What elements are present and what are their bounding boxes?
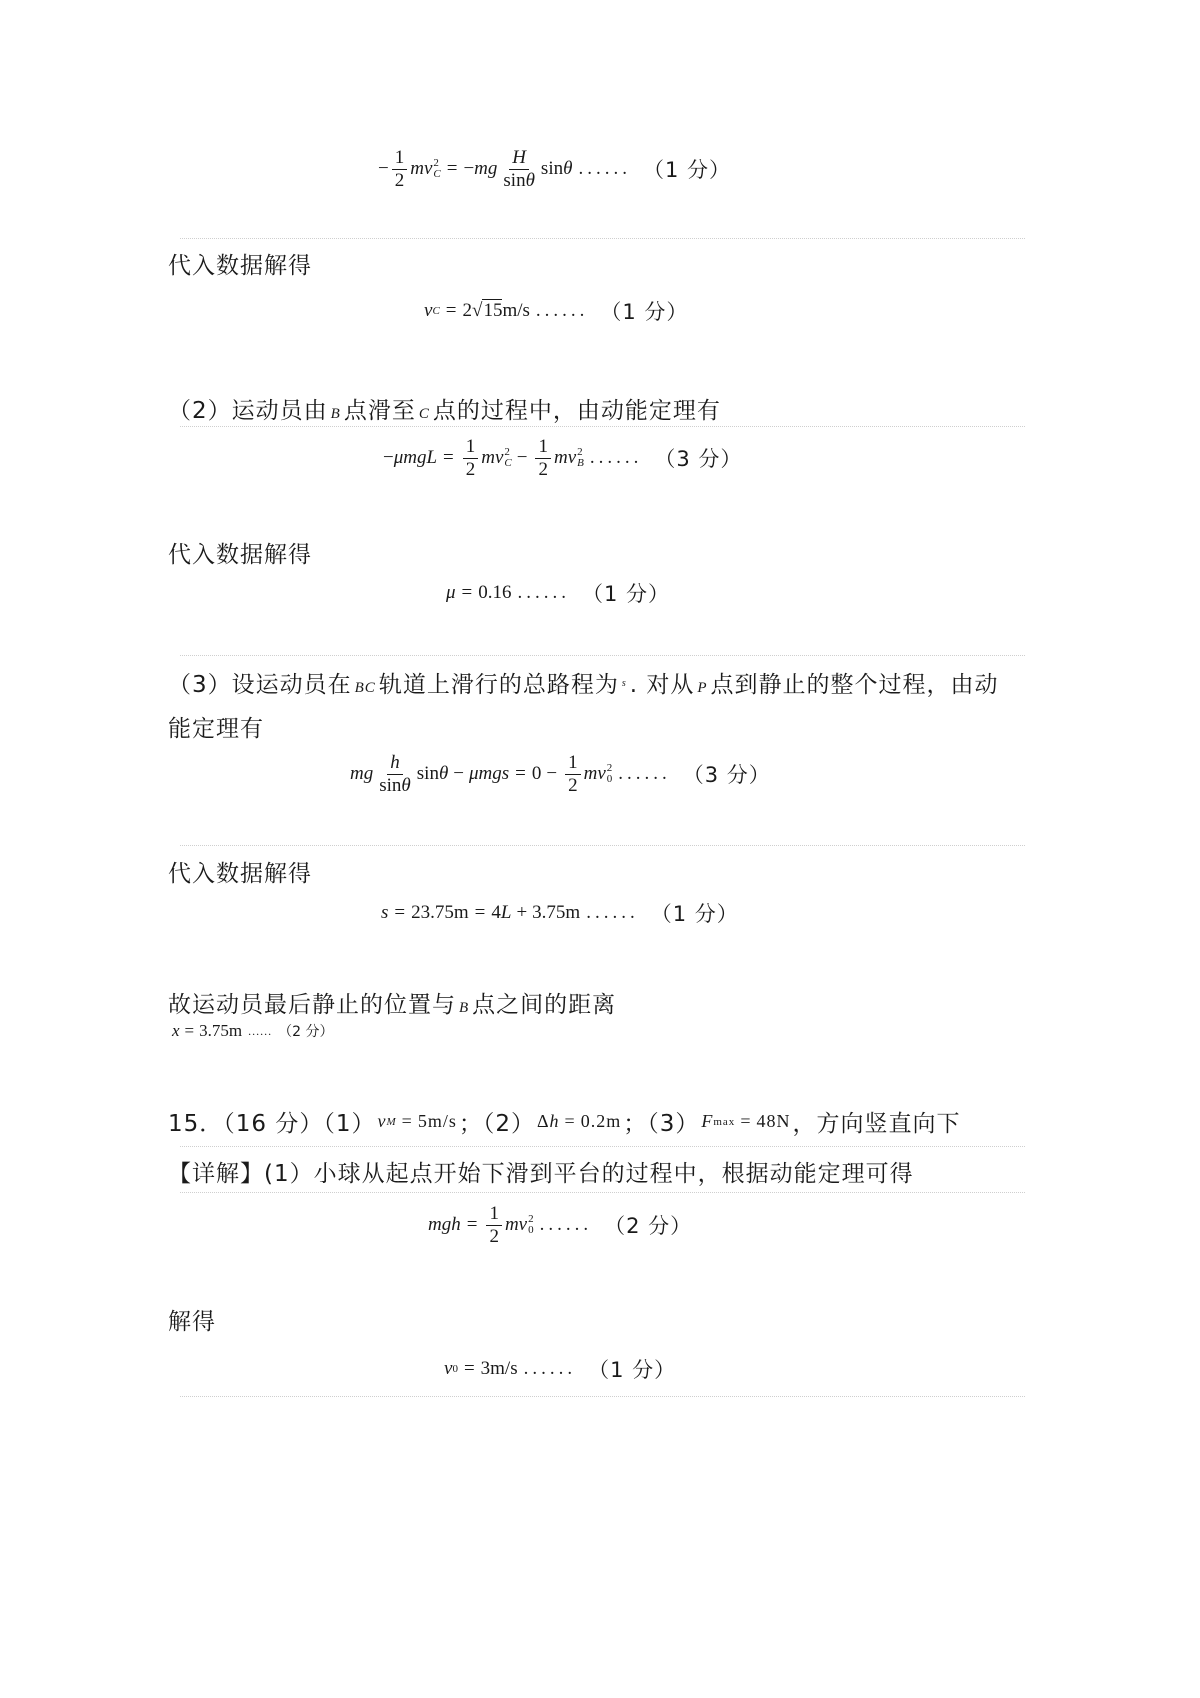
ellipsis: ...... bbox=[589, 447, 643, 469]
text-line: 代入数据解得 bbox=[168, 861, 312, 887]
text-line: 能定理有 bbox=[168, 716, 264, 742]
dotted-separator bbox=[180, 655, 1025, 656]
text-line bbox=[168, 986, 616, 1019]
text-fragment: 点到静止的整个过程，由动 bbox=[710, 672, 999, 698]
ellipsis: ...... bbox=[535, 300, 589, 321]
dotted-separator bbox=[180, 238, 1025, 239]
score-label: （1 分） bbox=[588, 1358, 677, 1382]
answer-Fmax: F max = 48N bbox=[701, 1111, 791, 1131]
variable-label: s bbox=[621, 678, 627, 689]
text-fragment: . 对从 bbox=[629, 672, 695, 698]
ellipsis: ...... bbox=[618, 763, 671, 785]
variable-label: B bbox=[459, 1000, 470, 1016]
variable-label: C bbox=[418, 406, 430, 422]
equation-5: mg $\frac{h}{\sin\theta}$ sinθ − μmgs = 0 − $\frac{1}{2}$ mv 2 0 ...... （3 分） bbox=[350, 752, 771, 796]
text-fragment: ；（3） bbox=[623, 1111, 700, 1137]
score-label: （1 分） bbox=[582, 582, 671, 606]
text-fragment: （2）运动员由 bbox=[168, 398, 328, 424]
variable-label: P bbox=[697, 680, 708, 696]
equation-4: μ = 0.16 ...... （1 分） bbox=[446, 578, 670, 608]
score-label: （3 分） bbox=[654, 447, 743, 472]
ellipsis: ...... bbox=[517, 582, 571, 603]
score-label: （3 分） bbox=[682, 763, 771, 788]
fraction: $\frac{h}{\sin\theta}$ bbox=[379, 752, 411, 796]
variable-label: BC bbox=[354, 680, 376, 696]
ellipsis: ...... bbox=[523, 1358, 577, 1379]
ellipsis: ...... bbox=[586, 902, 639, 923]
score-label: （1 分） bbox=[600, 300, 689, 324]
dotted-separator bbox=[180, 1192, 1025, 1193]
ellipsis: ...... bbox=[539, 1214, 593, 1236]
text-fragment: 故运动员最后静止的位置与 bbox=[168, 992, 456, 1018]
score-label: （1 分） bbox=[650, 902, 739, 926]
variable-label: B bbox=[330, 406, 341, 422]
text-line bbox=[168, 666, 999, 699]
fraction: $\frac{1}{2}$ bbox=[535, 436, 551, 481]
dotted-separator bbox=[180, 1396, 1025, 1397]
text-line: 解得 bbox=[168, 1309, 216, 1335]
dotted-separator bbox=[180, 1146, 1025, 1147]
ellipsis: ...... bbox=[248, 1023, 273, 1038]
score-label: （1 分） bbox=[642, 158, 731, 183]
text-fragment: 点滑至 bbox=[343, 398, 416, 424]
text-fragment: ；（2） bbox=[458, 1111, 535, 1137]
dotted-separator bbox=[180, 845, 1025, 846]
text-fragment: （3）设运动员在 bbox=[168, 672, 352, 698]
equation-2: v C = 2√15m/s ...... （1 分） bbox=[424, 296, 688, 326]
equation-8: mgh = $\frac{1}{2}$ mv 2 0 ...... （2 分） bbox=[428, 1203, 693, 1247]
answer-dh: Δ h = 0.2m bbox=[536, 1111, 622, 1131]
equation-1: − $\frac{1}{2}$ mv 2 C = − mg $\frac{H}{\sin\theta}$ sinθ ...... （1 分） bbox=[378, 147, 731, 191]
text-fragment: 15．（16 分）（1） bbox=[168, 1111, 376, 1137]
text-line: 代入数据解得 bbox=[168, 542, 312, 568]
text-fragment: 点的过程中，由动能定理有 bbox=[432, 398, 721, 424]
text-fragment: ，方向竖直向下 bbox=[792, 1111, 961, 1137]
fraction: $\frac{1}{2}$ bbox=[463, 436, 479, 481]
answer-vM: v M = 5m/s bbox=[377, 1111, 457, 1131]
text-line: 【详解】(1）小球从起点开始下滑到平台的过程中，根据动能定理可得 bbox=[168, 1161, 914, 1187]
fraction: $\frac{1}{2}$ bbox=[392, 147, 408, 192]
fraction: $\frac{1}{2}$ bbox=[486, 1203, 502, 1248]
dotted-separator bbox=[180, 426, 1025, 427]
score-label: （2 分） bbox=[604, 1214, 693, 1239]
text-fragment: 轨道上滑行的总路程为 bbox=[378, 672, 619, 698]
text-line bbox=[168, 392, 721, 425]
score-label: （2 分） bbox=[278, 1024, 334, 1040]
equation-7: x = 3.75m ...... （2 分） bbox=[172, 1021, 334, 1040]
text-fragment: 点之间的距离 bbox=[472, 992, 617, 1018]
fraction: $\frac{1}{2}$ bbox=[565, 752, 581, 797]
equation-3: − μmgL = $\frac{1}{2}$ mv 2 C − $\frac{1}{2}$ mv 2 B ...... （3 分） bbox=[383, 436, 743, 480]
text-line bbox=[168, 1105, 960, 1138]
equation-6: s = 23.75m = 4 L + 3.75m ...... （1 分） bbox=[381, 898, 739, 928]
ellipsis: ...... bbox=[578, 158, 631, 180]
equation-9: v 0 = 3m/s ...... （1 分） bbox=[444, 1354, 676, 1384]
fraction: $\frac{H}{\sin\theta}$ bbox=[503, 147, 535, 191]
text-line: 代入数据解得 bbox=[168, 253, 312, 279]
